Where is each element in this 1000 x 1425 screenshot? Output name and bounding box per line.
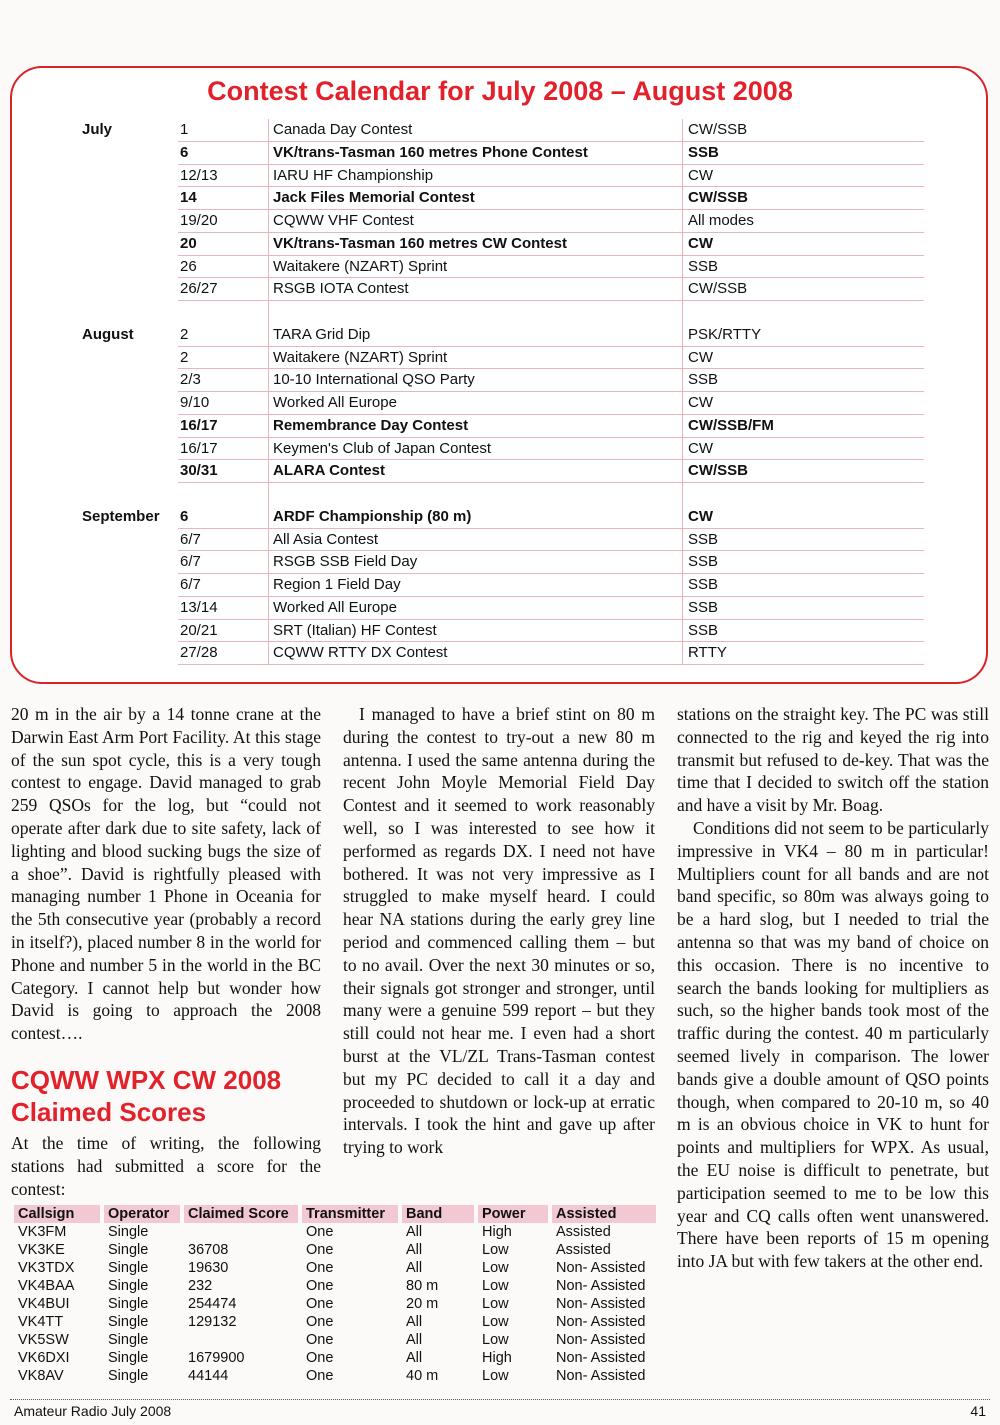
scores-cell: Low [482,1278,509,1294]
scores-cell: Low [482,1368,509,1384]
scores-cell [184,1223,302,1241]
scores-cell: Single [108,1242,149,1258]
scores-cell: Single [108,1296,149,1312]
calendar-mode: PSK/RTTY [688,325,762,343]
scores-cell: VK3KE [18,1242,65,1258]
calendar-contest-name: Keymen's Club of Japan Contest [273,439,491,457]
calendar-mode: SSB [688,621,719,639]
scores-cell: All [406,1314,423,1330]
calendar-mode: RTTY [688,644,727,662]
wpx-heading-line-2: Claimed Scores [11,1097,207,1127]
scores-cell: One [306,1278,334,1294]
calendar-mode: CW [688,507,713,525]
scores-cell: Non- Assisted [556,1368,646,1384]
scores-cell: 254474 [188,1296,237,1312]
scores-cell: 129132 [188,1314,237,1330]
scores-cell: One [306,1314,334,1330]
calendar-contest-name: Waitakere (NZART) Sprint [273,257,448,275]
calendar-column-rule [268,119,269,665]
scores-cell: One [306,1242,334,1258]
scores-cell: Non- Assisted [556,1296,646,1312]
calendar-contest-name: ARDF Championship (80 m) [273,507,472,525]
calendar-contest-name: CQWW RTTY DX Contest [273,644,448,662]
calendar-date: 1 [180,121,189,138]
calendar-contest-name: Worked All Europe [273,394,397,411]
calendar-date: 6 [180,143,189,161]
calendar-row [0,256,1000,278]
calendar-mode: CW/SSB [688,280,748,298]
scores-header-cell: Power [478,1205,552,1223]
table-row [14,1349,660,1367]
calendar-date: 16/17 [180,439,218,457]
scores-cell: Assisted [556,1224,611,1240]
scores-cell: One [306,1368,334,1384]
scores-cell: Non- Assisted [556,1332,646,1348]
table-row [14,1277,660,1295]
wpx-intro-text: At the time of writing, the following stations had submitted a score for the contest: [11,1133,321,1199]
calendar-date: 6/7 [180,576,201,593]
scores-cell: One [306,1224,334,1240]
table-row [14,1313,660,1331]
calendar-date: 13/14 [180,598,218,616]
scores-header-cell: Callsign [14,1205,104,1223]
scores-cell: All [406,1260,423,1276]
calendar-mode: CW/SSB [688,189,748,207]
calendar-date: 2 [180,348,189,366]
scores-header-cell: Assisted [552,1205,660,1223]
calendar-mode: SSB [688,576,719,593]
calendar-date: 6 [180,507,189,525]
calendar-row [0,278,1000,300]
calendar-row [0,210,1000,232]
calendar-date: 26/27 [180,280,218,298]
article-paragraph: 20 m in the air by a 14 tonne crane at the Darwin East Arm Port Facility. At this stage of the sun spot cycle, this is a very tough contest to engage. David managed to grab 259 QSOs for the log, but “could not operate after dark due to site safety, lack of lighting and blood sucking bugs the size of a shoe”. David is rightfully pleased with managing number 1 Phone in Oceania for the 5th consecutive year (probably a record in itself?), placed number 8 in the world for Phone and number 5 in the world in the BC Category. I cannot help but wonder how David is going to approach the 2008 contest…. [11,704,321,1044]
scores-header-cell: Band [402,1205,478,1223]
calendar-row [0,506,1000,528]
scores-cell: One [306,1332,334,1348]
calendar-row [0,529,1000,551]
scores-cell: Single [108,1224,149,1240]
claimed-scores-table [14,1205,660,1385]
scores-cell: Single [108,1260,149,1276]
calendar-mode: SSB [688,143,719,161]
page-number: 41 [970,1403,986,1419]
calendar-date: 9/10 [180,394,210,411]
scores-header-cell: Operator [104,1205,184,1223]
scores-cell: Non- Assisted [556,1260,646,1276]
calendar-month: September [82,507,160,525]
scores-cell: Single [108,1368,149,1384]
calendar-row [0,347,1000,369]
calendar-contest-name: VK/trans-Tasman 160 metres Phone Contest [273,143,588,161]
calendar-contest-name: IARU HF Championship [273,166,434,184]
scores-cell: 1679900 [188,1350,245,1366]
scores-cell: 44144 [188,1368,229,1384]
calendar-mode: SSB [688,371,719,389]
table-row [14,1259,660,1277]
scores-cell: Non- Assisted [556,1314,646,1330]
scores-cell: Single [108,1332,149,1348]
scores-cell: All [406,1332,423,1348]
calendar-mode: CW [688,348,713,366]
calendar-row [0,597,1000,619]
calendar-mode: CW/SSB [688,121,748,138]
scores-cell: VK4TT [18,1314,64,1330]
scores-cell: VK8AV [18,1368,64,1384]
calendar-row [0,620,1000,642]
scores-cell: 40 m [406,1368,439,1384]
calendar-row [0,324,1000,346]
article-paragraph: I managed to have a brief stint on 80 m during the contest to try-out a new 80 m antenna. I used the same antenna during the recent John Moyle Memorial Field Day Contest and it seemed to work reasonably well, so I was interested to see how it performed as regards DX. I need not have bothered. It was not very impressive as I struggled to make myself heard. I could hear NA stations during the early grey line period and commenced calling them – but to no avail. Over the next 30 minutes or so, their signals got stronger and stronger, until many were a genuine 599 report – but they still could not hear me. I even had a short burst at the VL/ZL Trans-Tasman contest but my PC decided to call it a day and proceeded to shutdown or lock-up at erratic intervals. I took the hint and gave up after trying to work [343,704,655,1158]
scores-cell: VK4BAA [18,1278,75,1294]
calendar-contest-name: TARA Grid Dip [273,325,371,343]
article-paragraph: Conditions did not seem to be particularly impressive in VK4 – 80 m in particular! Multipliers count for all bands and are not band specific, so 80m was always going to be a hard slog, but I needed to trial the antenna so that was my band of choice on this occasion. There is no incentive to search the bands looking for multipliers as such, so the higher bands took most of the traffic during the contest. 40 m particularly seemed lively in comparison. The lower bands give a double amount of QSO points though, when compared to 20-10 m, so 40 m is an obvious choice in VK to hunt for points and multipliers for WPX. As usual, the EU noise is difficult to penetrate, but participation seemed to me to be low this year and CQ calls often went unanswered. There have been reports of 15 m opening into JA but with few takers at the other end. [677,817,989,1272]
scores-cell: VK5SW [18,1332,69,1348]
table-row [14,1331,660,1349]
scores-cell: All [406,1224,423,1240]
scores-cell: VK3FM [18,1224,67,1240]
scores-cell: Single [108,1278,149,1294]
wpx-heading-line-1: CQWW WPX CW 2008 [11,1065,282,1095]
calendar-row [0,165,1000,187]
scores-cell: Low [482,1332,509,1348]
scores-cell: All [406,1242,423,1258]
calendar-date: 2 [180,325,189,343]
footer-divider [10,1399,990,1400]
scores-cell: High [482,1224,512,1240]
calendar-month: August [82,325,134,343]
scores-cell: Single [108,1314,149,1330]
calendar-date: 12/13 [180,166,218,184]
scores-header-cell: Transmitter [302,1205,402,1223]
scores-header-cell: Claimed Score [184,1205,302,1223]
scores-cell: One [306,1260,334,1276]
calendar-row [0,415,1000,437]
calendar-mode: CW [688,439,713,457]
calendar-row-rule [178,300,924,301]
calendar-row [0,187,1000,209]
calendar-row [0,551,1000,573]
calendar-date: 20 [180,234,197,252]
scores-cell: Non- Assisted [556,1278,646,1294]
calendar-contest-name: RSGB IOTA Contest [273,280,409,298]
article-paragraph: stations on the straight key. The PC was still connected to the rig and keyed the rig into transmit but refused to de-key. That was the time that I decided to switch off the station and have a visit by Mr. Boag. [677,704,989,816]
scores-cell: 80 m [406,1278,439,1294]
calendar-mode: SSB [688,530,719,548]
calendar-mode: CW/SSB [688,462,748,480]
calendar-date: 6/7 [180,553,201,571]
scores-cell [184,1331,302,1349]
calendar-row [0,369,1000,391]
scores-cell: One [306,1350,334,1366]
calendar-mode: SSB [688,257,719,275]
scores-cell: Low [482,1296,509,1312]
scores-cell: Assisted [556,1242,611,1258]
article-column-3 [677,703,989,1273]
footer-publication: Amateur Radio July 2008 [14,1403,172,1419]
calendar-contest-name: Waitakere (NZART) Sprint [273,348,448,366]
table-row [14,1367,660,1385]
calendar-contest-name: SRT (Italian) HF Contest [273,621,437,639]
calendar-date: 26 [180,257,197,275]
scores-cell: 20 m [406,1296,439,1312]
calendar-contest-name: Region 1 Field Day [273,576,401,593]
calendar-date: 30/31 [180,462,218,480]
calendar-contest-name: Worked All Europe [273,598,397,616]
scores-cell: Low [482,1260,509,1276]
calendar-row-rule [178,482,924,483]
scores-cell: 36708 [188,1242,229,1258]
calendar-contest-name: Remembrance Day Contest [273,416,469,434]
scores-cell: 232 [188,1278,213,1294]
table-row [14,1223,660,1241]
calendar-mode: SSB [688,598,719,616]
calendar-mode: CW [688,166,713,184]
table-row [14,1295,660,1313]
calendar-row-rule [178,664,924,665]
calendar-contest-name: VK/trans-Tasman 160 metres CW Contest [273,234,567,252]
scores-cell: VK6DXI [18,1350,70,1366]
scores-cell: High [482,1350,512,1366]
article-column-2 [343,703,655,1159]
scores-cell: Single [108,1350,149,1366]
scores-body [14,1223,660,1385]
scores-cell: Low [482,1314,509,1330]
scores-cell: Low [482,1242,509,1258]
calendar-row [0,233,1000,255]
calendar-mode: CW/SSB/FM [688,416,774,434]
calendar-contest-name: Jack Files Memorial Contest [273,189,475,207]
calendar-row [0,438,1000,460]
table-row [14,1241,660,1259]
calendar-date: 2/3 [180,371,201,389]
calendar-column-rule [682,119,683,665]
calendar-row [0,460,1000,482]
calendar-date: 16/17 [180,416,218,434]
calendar-month: July [82,121,113,138]
scores-cell: VK4BUI [18,1296,70,1312]
scores-header-row [14,1205,660,1223]
calendar-date: 6/7 [180,530,201,548]
calendar-date: 20/21 [180,621,218,639]
calendar-row [0,642,1000,664]
calendar-mode: CW [688,394,713,411]
scores-cell: 19630 [188,1260,229,1276]
scores-cell: Non- Assisted [556,1350,646,1366]
calendar-contest-name: ALARA Contest [273,462,385,480]
scores-cell: VK3TDX [18,1260,75,1276]
calendar-contest-name: 10-10 International QSO Party [273,371,475,389]
scores-cell: All [406,1350,423,1366]
calendar-row [0,119,1000,141]
calendar-mode: All modes [688,212,754,229]
article-column-1 [11,703,321,1045]
calendar-date: 27/28 [180,644,218,662]
calendar-contest-name: All Asia Contest [273,530,379,548]
calendar-mode: SSB [688,553,719,571]
calendar-row [0,574,1000,596]
scores-cell: One [306,1296,334,1312]
calendar-contest-name: CQWW VHF Contest [273,212,414,229]
calendar-mode: CW [688,234,713,252]
calendar-contest-name: RSGB SSB Field Day [273,553,418,571]
calendar-row [0,142,1000,164]
calendar-date: 19/20 [180,212,218,229]
calendar-title: Contest Calendar for July 2008 – August 2008 [207,76,793,106]
calendar-date: 14 [180,189,197,207]
wpx-section-heading [11,1064,281,1128]
calendar-row [0,392,1000,414]
calendar-contest-name: Canada Day Contest [273,121,413,138]
